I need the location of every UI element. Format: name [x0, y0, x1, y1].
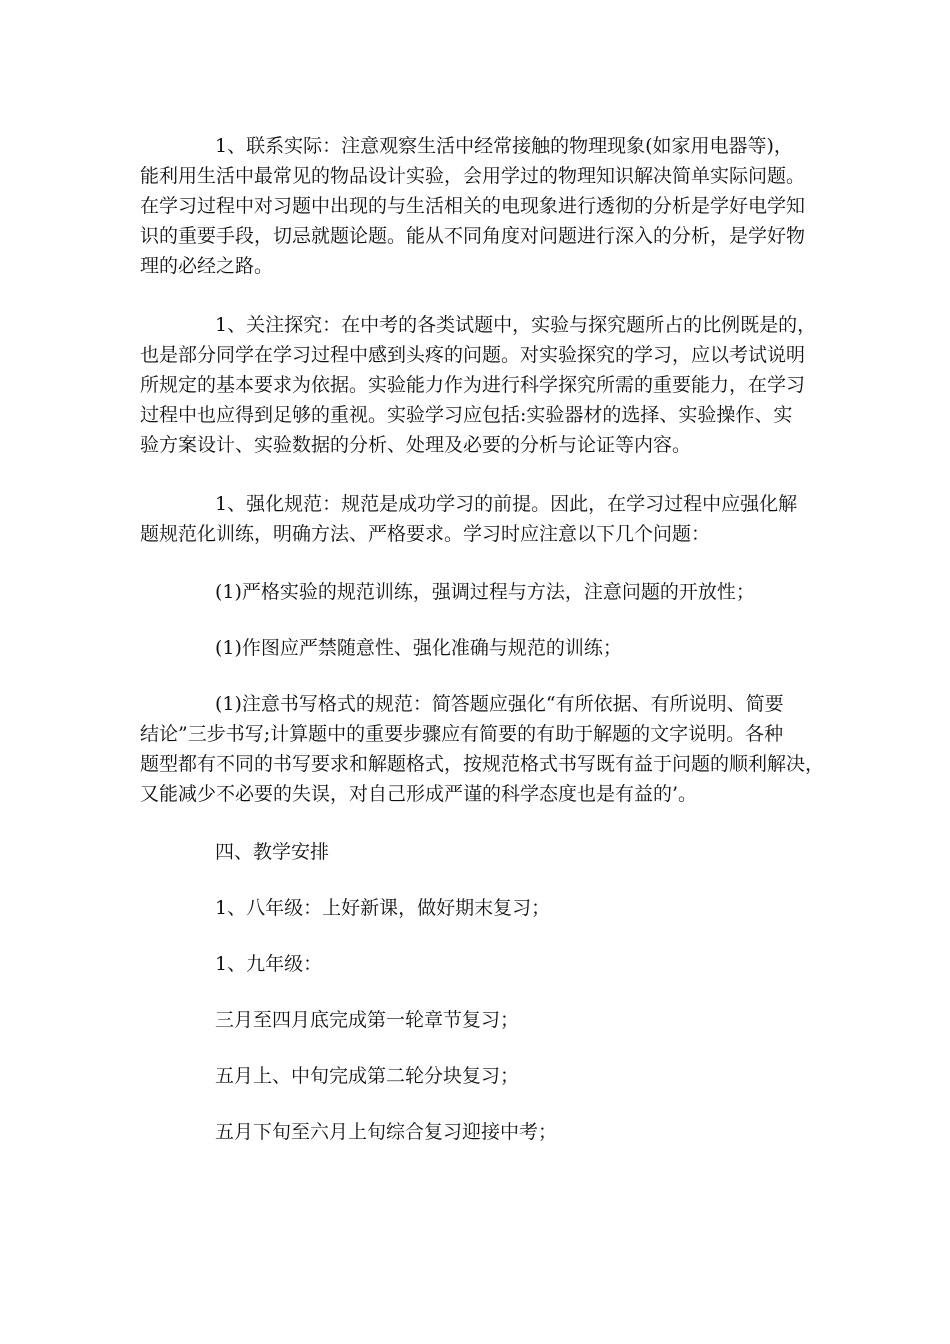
paragraph-drawing-rule: (1)作图应严禁随意性、强化准确与规范的训练； [215, 637, 622, 659]
paragraph-march-april: 三月至四月底完成第一轮章节复习； [215, 1009, 520, 1031]
paragraph-focus-inquiry [140, 310, 820, 460]
paragraph-early-may: 五月上、中旬完成第二轮分块复习； [215, 1065, 520, 1087]
text-line: 题规范化训练，明确方法、严格要求。学习时应注意以下几个问题： [140, 523, 711, 545]
text-line: 1、关注探究：在中考的各类试题中，实验与探究题所占的比例既是的， [215, 314, 817, 336]
text-line: 所规定的基本要求为依据。实验能力作为进行科学探究所需的重要能力，在学习 [140, 374, 806, 396]
text-line: 1、联系实际：注意观察生活中经常接触的物理现象(如家用电器等)， [215, 135, 793, 157]
text-line: 识的重要手段，切忌就题论题。能从不同角度对问题进行深入的分析，是学好物 [140, 225, 806, 247]
text-line: 验方案设计、实验数据的分析、处理及必要的分析与论证等内容。 [140, 434, 692, 456]
text-line: 又能减少不必要的失误，对自己形成严谨的科学态度也是有益的’。 [140, 783, 698, 805]
text-line: 过程中也应得到足够的重视。实验学习应包括:实验器材的选择、实验操作、实 [140, 404, 793, 426]
text-line: (1)注意书写格式的规范：简答题应强化“有所依据、有所说明、简要 [215, 693, 784, 715]
text-line: 也是部分同学在学习过程中感到头疼的问题。对实验探究的学习，应以考试说明 [140, 344, 806, 366]
text-line: 能利用生活中最常见的物品设计实验，会用学过的物理知识解决简单实际问题。 [140, 165, 806, 187]
text-line: 1、强化规范：规范是成功学习的前提。因此，在学习过程中应强化解 [215, 493, 798, 515]
paragraph-grade-eight: 1、八年级：上好新课，做好期末复习； [215, 897, 551, 919]
paragraph-connect-practice [140, 131, 820, 281]
document-page [140, 131, 825, 1147]
text-line: 理的必经之路。 [140, 255, 274, 277]
paragraph-writing-format [140, 689, 825, 809]
paragraph-strengthen-standards [140, 489, 820, 549]
paragraph-late-may-june: 五月下旬至六月上旬综合复习迎接中考； [215, 1121, 558, 1143]
text-line: 在学习过程中对习题中出现的与生活相关的电现象进行透彻的分析是学好电学知 [140, 195, 806, 217]
section-heading-teaching-plan: 四、教学安排 [215, 841, 330, 863]
text-line: 结论”三步书写;计算题中的重要步骤应有简要的有助于解题的文字说明。各种 [140, 723, 784, 745]
paragraph-experiment-training: (1)严格实验的规范训练，强调过程与方法，注意问题的开放性； [215, 581, 755, 603]
text-line: 题型都有不同的书写要求和解题格式，按规范格式书写既有益于问题的顺利解决， [140, 753, 825, 775]
paragraph-grade-nine: 1、九年级： [215, 953, 323, 975]
